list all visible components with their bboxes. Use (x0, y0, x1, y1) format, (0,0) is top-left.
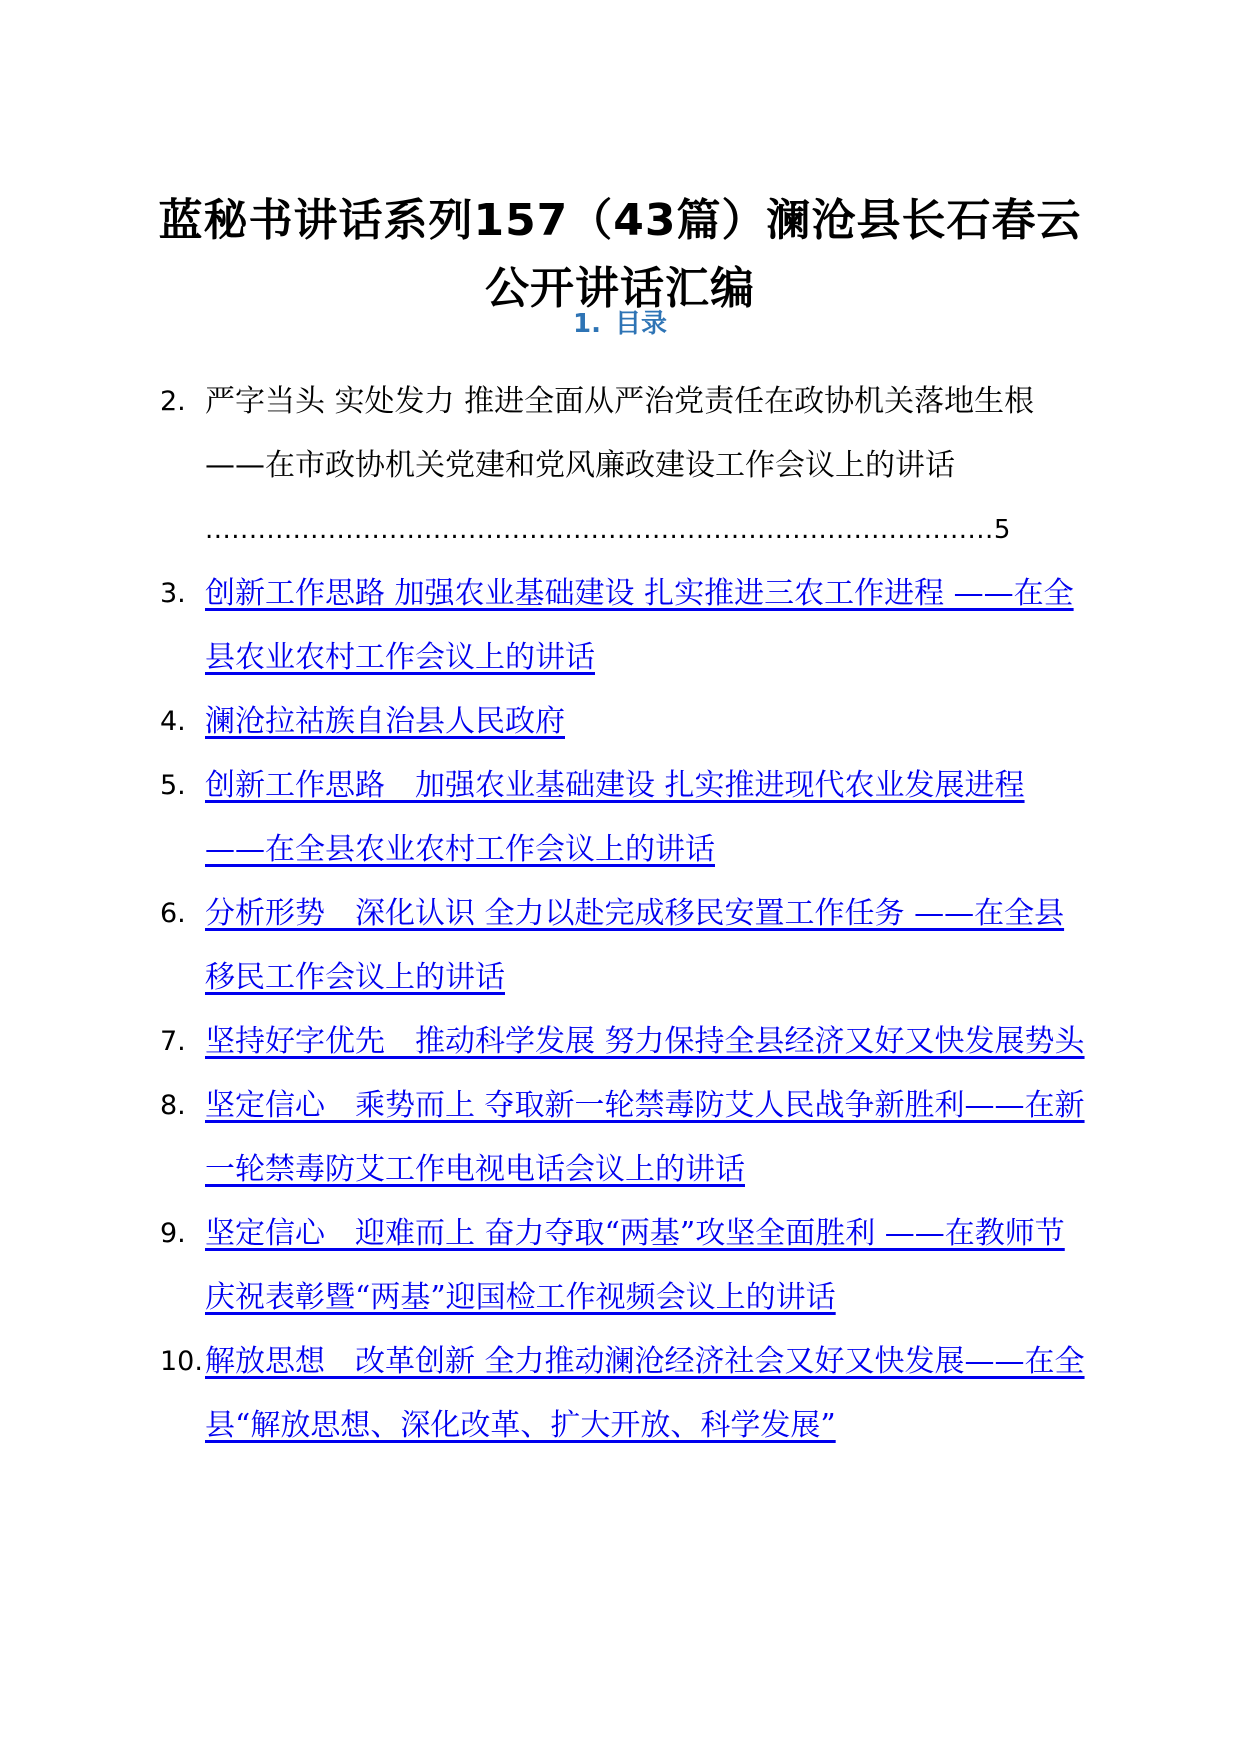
document-title: 蓝秘书讲话系列157（43篇）澜沧县长石春云公开讲话汇编 (158, 195, 1082, 315)
toc-item-number: 3. (160, 578, 186, 609)
toc-heading-number: 1. (573, 309, 601, 339)
toc-item[interactable] (160, 1074, 1090, 1202)
toc-heading-label: 目录 (614, 309, 667, 339)
toc-list (160, 370, 1090, 1458)
toc-item[interactable] (160, 882, 1090, 1010)
toc-item-link[interactable]: 创新工作思路 加强农业基础建设 扎实推进现代农业发展进程 ——在全县农业农村工作会议上的讲话 (205, 768, 1025, 867)
toc-leader-line (205, 498, 1090, 562)
toc-item[interactable] (160, 754, 1090, 882)
toc-heading (0, 304, 1240, 344)
toc-item-number: 9. (160, 1218, 186, 1249)
toc-item-number: 2. (160, 386, 186, 417)
toc-item[interactable] (160, 1202, 1090, 1330)
toc-item-number: 6. (160, 898, 186, 929)
toc-item-link[interactable]: 澜沧拉祜族自治县人民政府 (205, 704, 565, 739)
toc-item-link[interactable]: 分析形势 深化认识 全力以赴完成移民安置工作任务 ——在全县移民工作会议上的讲话 (205, 896, 1065, 995)
toc-item-number: 4. (160, 706, 186, 737)
toc-page-number: 5 (993, 515, 1011, 545)
toc-item-number: 5. (160, 770, 186, 801)
toc-item[interactable] (160, 370, 1090, 562)
toc-item[interactable] (160, 690, 1090, 754)
toc-item-link[interactable]: 创新工作思路 加强农业基础建设 扎实推进三农工作进程 ——在全县农业农村工作会议上的讲话 (205, 576, 1074, 675)
toc-item-link[interactable]: 坚定信心 迎难而上 奋力夺取“两基”攻坚全面胜利 ——在教师节庆祝表彰暨“两基”迎国检工作视频会议上的讲话 (205, 1216, 1065, 1315)
toc-item-link[interactable]: 坚定信心 乘势而上 夺取新一轮禁毒防艾人民战争新胜利——在新一轮禁毒防艾工作电视电话会议上的讲话 (205, 1088, 1085, 1187)
toc-item-number: 8. (160, 1090, 186, 1121)
toc-item-link[interactable]: 解放思想 改革创新 全力推动澜沧经济社会又好又快发展——在全县“解放思想、深化改革、扩大开放、科学发展” (205, 1344, 1085, 1443)
toc-item-link[interactable]: 坚持好字优先 推动科学发展 努力保持全县经济又好又快发展势头 (205, 1024, 1085, 1059)
toc-item-number: 7. (160, 1026, 186, 1057)
toc-item[interactable] (160, 1330, 1090, 1458)
toc-item-number: 10. (160, 1346, 203, 1377)
toc-leader-dots: .......................................................................................... (205, 515, 994, 545)
toc-item[interactable] (160, 1010, 1090, 1074)
toc-item[interactable] (160, 562, 1090, 690)
toc-item-text[interactable]: 严字当头 实处发力 推进全面从严治党责任在政协机关落地生根 ——在市政协机关党建和党风廉政建设工作会议上的讲话 (205, 384, 1035, 483)
